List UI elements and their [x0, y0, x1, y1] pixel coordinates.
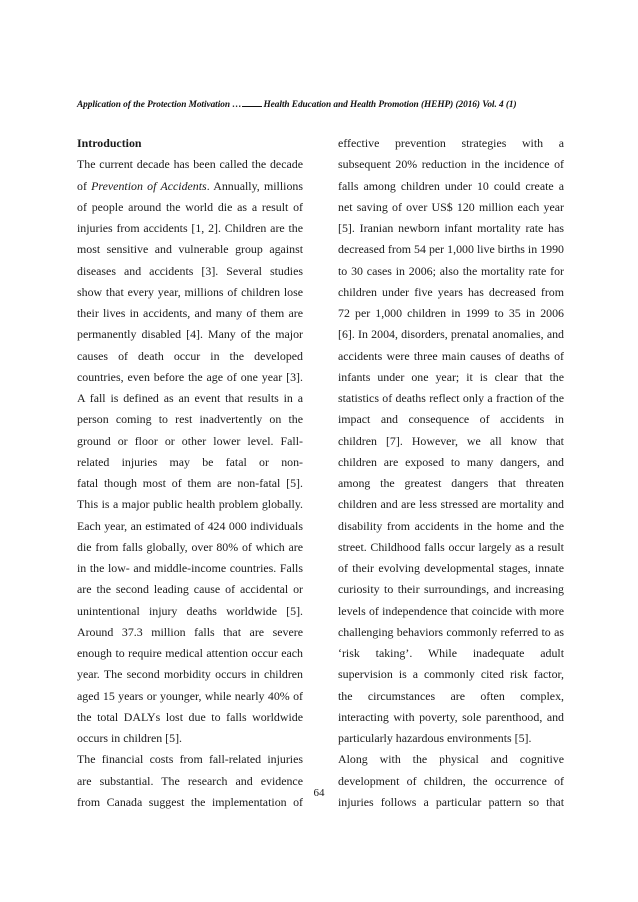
text-line: fatal though most of them are non-fatal [5]. — [77, 476, 303, 490]
text-line: injuries follows a particular pattern so that — [338, 794, 564, 809]
text-line: related injuries may be fatal or non- — [77, 454, 303, 469]
text-line: This is a major public health problem globally. — [77, 497, 303, 512]
text-line: Each year, an estimated of 424 000 individuals — [77, 518, 303, 533]
text-line: most sensitive and vulnerable group against — [77, 242, 303, 257]
text-line: among the greatest dangers that threaten — [338, 476, 564, 490]
header-underline — [242, 98, 262, 107]
text-line: causes of death occur in the developed — [77, 348, 303, 363]
text-line: levels of independence that coincide with more — [338, 603, 564, 618]
text-line: unintentional injury deaths worldwide [5]. — [77, 603, 303, 618]
section-heading: Introduction — [77, 136, 142, 150]
text-line: statistics of deaths reflect only a fraction of the — [338, 391, 564, 405]
text-line: accidents were three main causes of deaths of — [338, 348, 564, 363]
text-line: diseases and accidents [3]. Several studies — [77, 263, 303, 278]
text-line: [6]. In 2004, disorders, prenatal anomalies, and — [338, 327, 564, 342]
right-column — [338, 133, 564, 813]
text-line: from Canada suggest the implementation of — [77, 794, 303, 809]
text-line: of their evolving developmental stages, innate — [338, 561, 564, 575]
running-header — [77, 98, 577, 110]
text-line: The current decade has been called the decade — [77, 157, 303, 172]
text-line: die from falls globally, over 80% of which are — [77, 539, 303, 554]
text-line: effective prevention strategies with a — [338, 136, 564, 150]
text-line: 72 per 1,000 children in 1999 to 35 in 2006 — [338, 306, 564, 320]
text-line: permanently disabled [4]. Many of the major — [77, 327, 303, 342]
text-line: particularly hazardous environments [5]. — [338, 731, 532, 745]
text-line: supervision is a commonly cited risk factor, — [338, 667, 564, 682]
text-line: are the second leading cause of accidental or — [77, 582, 303, 597]
text-line: infants under one year; it is clear that the — [338, 369, 564, 384]
text-line: to 30 cases in 2006; also the mortality rate for — [338, 263, 564, 278]
text-line: interacting with poverty, sole parenthood, and — [338, 709, 564, 724]
italic-phrase: Prevention of Accidents — [91, 178, 207, 193]
text-line: of people around the world die as a result of — [77, 199, 303, 214]
left-column — [77, 133, 303, 813]
header-left-title: Application of the Protection Motivation … — [77, 100, 242, 110]
text-line: their lives in accidents, and many of them are — [77, 306, 303, 320]
text-line: Along with the physical and cognitive — [338, 752, 564, 767]
page-number: 64 — [313, 787, 325, 799]
text-line: impact and consequence of accidents in — [338, 412, 564, 427]
text-line: falls among children under 10 could create a — [338, 178, 564, 193]
text-line: children and are less stressed are mortality and — [338, 497, 564, 512]
text-line: in the low- and middle-income countries. Falls — [77, 561, 303, 575]
text-fragment: of — [77, 178, 92, 193]
text-line: ground or floor or other lower level. Fall- — [77, 433, 303, 448]
text-line: Around 37.3 million falls that are severe — [77, 624, 303, 639]
text-line: person coming to rest inadvertently on the — [77, 412, 303, 427]
header-journal: Health Education and Health Promotion (HEHP) (2016) Vol. 4 (1) — [263, 100, 517, 110]
text-line: the total DALYs lost due to falls worldwide — [77, 709, 303, 724]
text-line: are substantial. The research and evidence — [77, 773, 303, 788]
text-line: subsequent 20% reduction in the incidence of — [338, 157, 564, 172]
text-line — [77, 176, 303, 197]
text-line: aged 15 years or younger, while nearly 40% of — [77, 688, 303, 703]
text-line: countries, even before the age of one year [3]. — [77, 369, 303, 384]
text-line: show that every year, millions of children lose — [77, 284, 303, 299]
text-line: curiosity to their surroundings, and increasing — [338, 582, 564, 597]
text-line: children [7]. However, we all know that — [338, 433, 564, 448]
text-line: development of children, the occurrence of — [338, 773, 564, 788]
text-line: children under five years has decreased from — [338, 284, 564, 299]
text-line: [5]. Iranian newborn infant mortality rate has — [338, 221, 564, 235]
text-line: The financial costs from fall-related injuries — [77, 752, 303, 767]
text-line: enough to require medical attention occur each — [77, 646, 303, 660]
text-line: net saving of over US$ 120 million each year — [338, 199, 564, 214]
text-line: street. Childhood falls occur largely as a result — [338, 539, 564, 554]
text-line: the circumstances are often complex, — [338, 688, 564, 703]
text-line: children are exposed to many dangers, and — [338, 454, 564, 469]
text-line: A fall is defined as an event that results in a — [77, 391, 303, 405]
text-line: occurs in children [5]. — [77, 731, 182, 745]
text-line: disability from accidents in the home and the — [338, 518, 564, 533]
text-line: injuries from accidents [1, 2]. Children are the — [77, 221, 303, 235]
text-line: decreased from 54 per 1,000 live births in 1990 — [338, 242, 564, 257]
text-fragment: . Annually, millions — [206, 178, 303, 193]
text-line: year. The second morbidity occurs in children — [77, 667, 303, 682]
text-line: challenging behaviors commonly referred to as — [338, 624, 564, 639]
text-line: ‘risk taking’. While inadequate adult — [338, 646, 564, 660]
